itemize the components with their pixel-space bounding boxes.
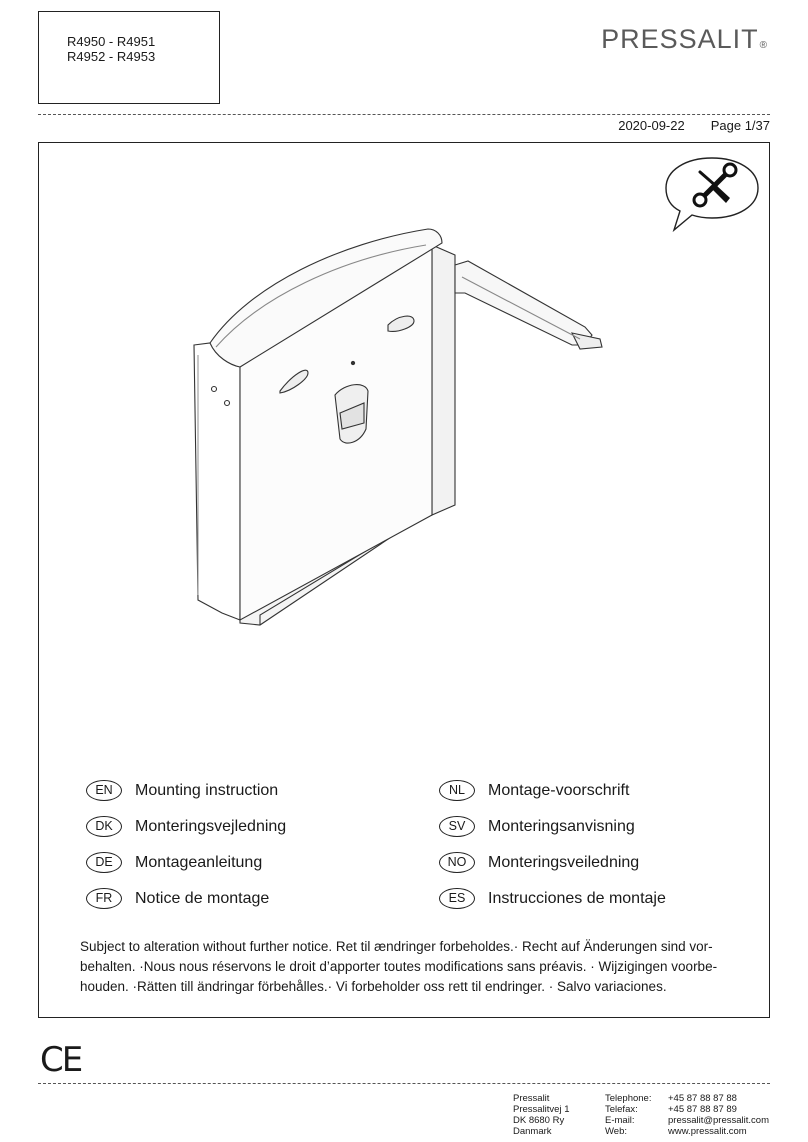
contact-labels — [605, 1093, 651, 1137]
language-item-no — [439, 852, 639, 873]
language-item-fr — [86, 888, 269, 909]
language-code-badge: DE — [86, 852, 122, 873]
language-code-badge: NL — [439, 780, 475, 801]
ce-mark: CE — [40, 1040, 82, 1080]
language-code-badge: ES — [439, 888, 475, 909]
header-divider — [38, 114, 770, 115]
language-code-badge: SV — [439, 816, 475, 837]
language-label: Monteringsanvisning — [488, 817, 635, 835]
language-label: Notice de montage — [135, 889, 270, 907]
company-country: Danmark — [513, 1126, 552, 1137]
telephone-label: Telephone: — [605, 1093, 652, 1104]
telefax-value: +45 87 88 87 89 — [668, 1104, 737, 1115]
language-item-en — [86, 780, 278, 801]
document-meta — [592, 118, 770, 133]
company-name: Pressalit — [513, 1093, 550, 1104]
language-code-badge: NO — [439, 852, 475, 873]
footer-divider — [38, 1083, 770, 1084]
model-codes-line-2: R4952 - R4953 — [67, 49, 156, 64]
web-link[interactable]: www.pressalit.com — [668, 1126, 747, 1137]
brand-name: PRESSALIT — [601, 24, 759, 54]
telefax-label: Telefax: — [605, 1104, 638, 1115]
document-date: 2020-09-22 — [618, 118, 685, 133]
language-item-es — [439, 888, 666, 909]
notice-line-3: houden. ·Rätten till ändringar förbehålles.· Vi forbeholder oss rett til endringer. · Salvo variaciones. — [80, 979, 667, 994]
language-code-badge: EN — [86, 780, 122, 801]
wrench-screwdriver-icon — [660, 152, 764, 238]
alteration-notice — [80, 937, 740, 997]
language-label: Montageanleitung — [135, 853, 263, 871]
language-label: Monteringsvejledning — [135, 817, 287, 835]
language-item-de — [86, 852, 262, 873]
model-code-box — [38, 11, 220, 104]
company-street: Pressalitvej 1 — [513, 1104, 570, 1115]
language-code-badge: DK — [86, 816, 122, 837]
page-indicator: Page 1/37 — [710, 118, 770, 133]
language-label: Monteringsveiledning — [488, 853, 640, 871]
company-address — [513, 1093, 570, 1137]
telephone-value: +45 87 88 87 88 — [668, 1093, 737, 1104]
model-codes-line-1: R4950 - R4951 — [67, 34, 156, 49]
product-illustration — [180, 215, 620, 635]
brand-logo — [601, 24, 768, 55]
language-item-nl — [439, 780, 629, 801]
company-city: DK 8680 Ry — [513, 1115, 565, 1126]
language-label: Instrucciones de montaje — [488, 889, 666, 907]
language-item-dk — [86, 816, 286, 837]
contact-values — [668, 1093, 769, 1137]
language-code-badge: FR — [86, 888, 122, 909]
notice-line-1: Subject to alteration without further notice. Ret til ændringer forbeholdes.· Recht auf Änderungen sind vor- — [80, 939, 713, 954]
language-label: Montage-voorschrift — [488, 781, 630, 799]
web-label: Web: — [605, 1126, 628, 1137]
language-item-sv — [439, 816, 635, 837]
email-label: E-mail: — [605, 1115, 635, 1126]
language-label: Mounting instruction — [135, 781, 279, 799]
email-link[interactable]: pressalit@pressalit.com — [668, 1115, 769, 1126]
notice-line-2: behalten. ·Nous nous réservons le droit d’apporter toutes modifications sans préavis. · Wijzigingen voorbe- — [80, 959, 718, 974]
brand-registered-mark: ® — [759, 40, 768, 51]
